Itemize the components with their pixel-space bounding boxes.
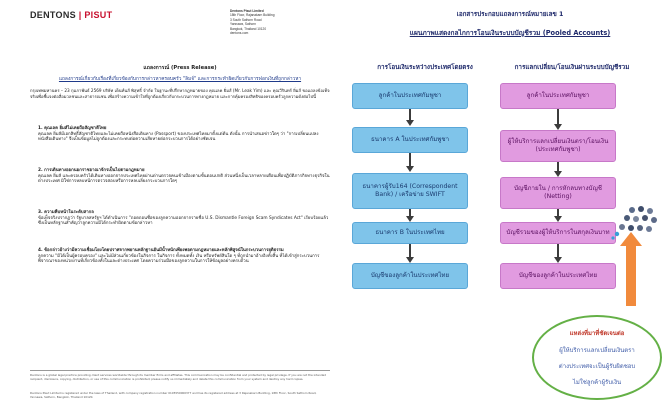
person-head-icon xyxy=(646,226,652,232)
right-arrow-4 xyxy=(557,244,559,258)
left-step-2: ธนาคาร A ในประเทศกัมพูชา xyxy=(352,127,468,153)
right-column-header: การแลกเปลี่ยน/โอนเงินผ่านระบบบัญชีรวม xyxy=(514,64,630,71)
press-release-subtitle: แถลงการณ์เกี่ยวกับเรื่องที่เกี่ยวข้องกับการกล่าวหาครอบครัว "ลิมจ์" และการกระทำผิดเกี่ยวกับการฟอกเงินที่ถูกกล่าวหา xyxy=(58,77,302,82)
person-head-icon xyxy=(642,215,648,221)
right-step-5: บัญชีของลูกค้าในประเทศไทย xyxy=(500,263,616,289)
person-head-icon xyxy=(619,224,625,230)
section-3: 3. ความคืบหน้าในระดับสากล ข้อเท็จจริงปรากฏว่า รัฐบาลสหรัฐฯ ได้ดำเนินการ "ถอดถอนชื่อของลูกความออกจากรายชื่อ U.S. Dismantle Foreign Scam Syndicates Act" เรียบร้อยแล้ว ซึ่งเป็นหลักฐานสำคัญว่าลูกความมิได้กระทำผิดตามข้อกล่าวหา xyxy=(38,210,329,227)
footer-registration: Dentons Pisut Limited is registered under the laws of Thailand, with company registration number 0105559000377 and has its registered address at 3 Rajanakarn Building, 18th Floor, South Sathorn Road, Yannawa, Sathorn, Bangkok, Thailand 10120. xyxy=(30,391,317,399)
footer-divider xyxy=(30,370,330,371)
diagram-doc-label: เอกสารประกอบแถลงการณ์หมายเลข 1 xyxy=(456,11,564,18)
press-release-page xyxy=(30,8,330,408)
left-step-3: ธนาคารผู้รับ164 (Correspondent Bank) / เครือข่าย SWIFT xyxy=(352,173,468,209)
person-head-icon xyxy=(633,216,639,222)
left-step-5: บัญชีของลูกค้าในประเทศไทย xyxy=(352,263,468,289)
flow-dot-icon xyxy=(615,232,619,236)
person-head-icon xyxy=(637,225,643,231)
section-2: 2. การเดินทางออกนอกราชอาณาจักรเป็นไปตามกฎหมาย คุณเลค ยิ่มส์ และครอบครัวได้เดินทางออกจากประเทศไทยผ่านด่านตรวจคนเข้าเมืองตามขั้นตอนปกติ ส่วนหนึ่งเป็นเวลาหลายเดือนเพื่อปฏิบัติภารกิจทางธุรกิจในต่างประเทศ มิใช่การหลบหนีการตรวจสอบหรือการหลบเลี่ยงกระบวนการใดๆ xyxy=(38,168,330,185)
callout-line-1: ผู้ให้บริการแลกเปลี่ยนเงินตรา xyxy=(559,347,635,354)
diagram-title: แผนภาพแสดงกลไกการโอนเงินระบบบัญชีรวม (Pooled Accounts) xyxy=(409,29,611,37)
left-step-4: ธนาคาร B ในประเทศไทย xyxy=(352,222,468,244)
right-step-4: บัญชีรวมของผู้ให้บริการในสกุลเงินบาท xyxy=(500,222,616,244)
press-release-title: แถลงการณ์ (Press Release) xyxy=(143,65,217,71)
left-column-header: การโอนเงินระหว่างประเทศโดยตรง xyxy=(377,64,473,71)
section-1: 1. คุณเลค ยิ่มส์ไม่เคยถือสัญชาติไทย คุณเลค ยิ่มส์มีเอกสิทธิ์สัญชาติไทยและไม่เคยถือหนังสือเดินทาง (Passport) ของประเทศไทยมาตั้งแต่ต้น ดังนั้น การนำเสนอข่าวใดๆ ว่า "การเปลี่ยนแปลงหนังสือเดินทาง" จึงเป็นข้อมูลไม่ถูกต้องและกระทบต่อความเสียหายต่อกระบวนการได้อย่างชัดเจน xyxy=(38,126,319,143)
left-arrow-2-head xyxy=(406,166,414,172)
up-arrow-icon xyxy=(626,244,636,306)
right-step-3: บัญชีภายใน / การหักลบทางบัญชี (Netting) xyxy=(500,177,616,209)
person-head-icon xyxy=(647,208,653,214)
press-release-intro: กรุงเทพมหานคร – 23 กุมภาพันธ์ 2569 บริษัท เด็นท์นส์ พิสุทธิ์ จำกัด ในฐานะที่ปรึกษากฎหมายของ คุณเลค ยิ่มส์ (Mr. Leak Yim) และ คุณวีรินทร์ ยิ่มส์ ขอแถลงข้อเท็จจริงเพื่อชี้แจงต่อสื่อมวลชนและสาธารณชน เพื่อสร้างความเข้าใจที่ถูกต้องเกี่ยวกับกระบวนการทางกฎหมาย และการคุ้มครองสิทธิของครอบครัวลูกความดังต่อไปนี้ xyxy=(30,88,330,99)
callout-line-3: ไม่ใช่ลูกค้าผู้รับเงิน xyxy=(572,379,622,386)
left-step-1: ลูกค้าในประเทศกัมพูชา xyxy=(352,83,468,109)
left-arrow-1-head xyxy=(406,120,414,126)
footer-disclaimer: Dentons is a global legal practice providing client services worldwide through its member firms and affiliates. This communication may be confidential and protected by legal privilege. If you are not the intended recipient, disclosure, copying, distribution, or use of this communication is prohibited; please notify us immediately and delete this communication from your system and destroy any hard copies. xyxy=(30,373,327,381)
left-arrow-4 xyxy=(409,244,411,258)
person-head-icon xyxy=(638,206,644,212)
person-head-icon xyxy=(629,207,635,213)
right-step-1: ลูกค้าในประเทศกัมพูชา xyxy=(500,83,616,109)
callout-line-2: ต่างประเทศจะเป็นผู้รับผิดชอบ xyxy=(558,363,636,370)
right-arrow-1 xyxy=(557,109,559,125)
person-head-icon xyxy=(628,225,634,231)
right-step-2: ผู้ให้บริการแลกเปลี่ยนเงินตรา/โอนเงิน (ประเทศกัมพูชา) xyxy=(500,130,616,162)
dentons-pisut-logo: DENTONS | PISUT xyxy=(30,10,113,20)
callout-title: แหล่งที่มาที่ชัดเจนต่อ xyxy=(569,330,625,337)
left-arrow-2 xyxy=(409,153,411,167)
person-head-icon xyxy=(624,215,630,221)
letterhead-address: Dentons Pisut Limited 18th Floor, Rajanakarn Building 3 South Sathorn Road Yannawa, Sathorn Bangkok, Thailand 10120 dentons.com xyxy=(230,9,275,36)
section-4: 4. ข้อกล่าวอ้างว่ามีความเชื่อมโยงโดยปราศจากพยานหลักฐานอันมีน้ำหนักเพียงพอตามกฎหมายและหลักพิสูจน์ในกระบวนการยุติธรรม ลูกความ "มิได้เป็นผู้ครอบครอง" และไม่มีส่วนเกี่ยวข้องในกิจการ ในกิจการ ทั้งหมดทั้ง เงิน หรือทรัพย์สินใด ๆ ที่ถูกนำมาอ้างอิงทั้งสิ้น ที่ได้เข้าสู่กระบวนการพิจารณาของหน่วยงานที่เกี่ยวข้องทั้งในและต่างประเทศ โดยความร่วมมือของลูกความในการให้ข้อมูลอย่างครบถ้วน xyxy=(38,248,320,265)
person-head-icon xyxy=(651,217,657,223)
flow-dot-icon xyxy=(611,236,614,239)
